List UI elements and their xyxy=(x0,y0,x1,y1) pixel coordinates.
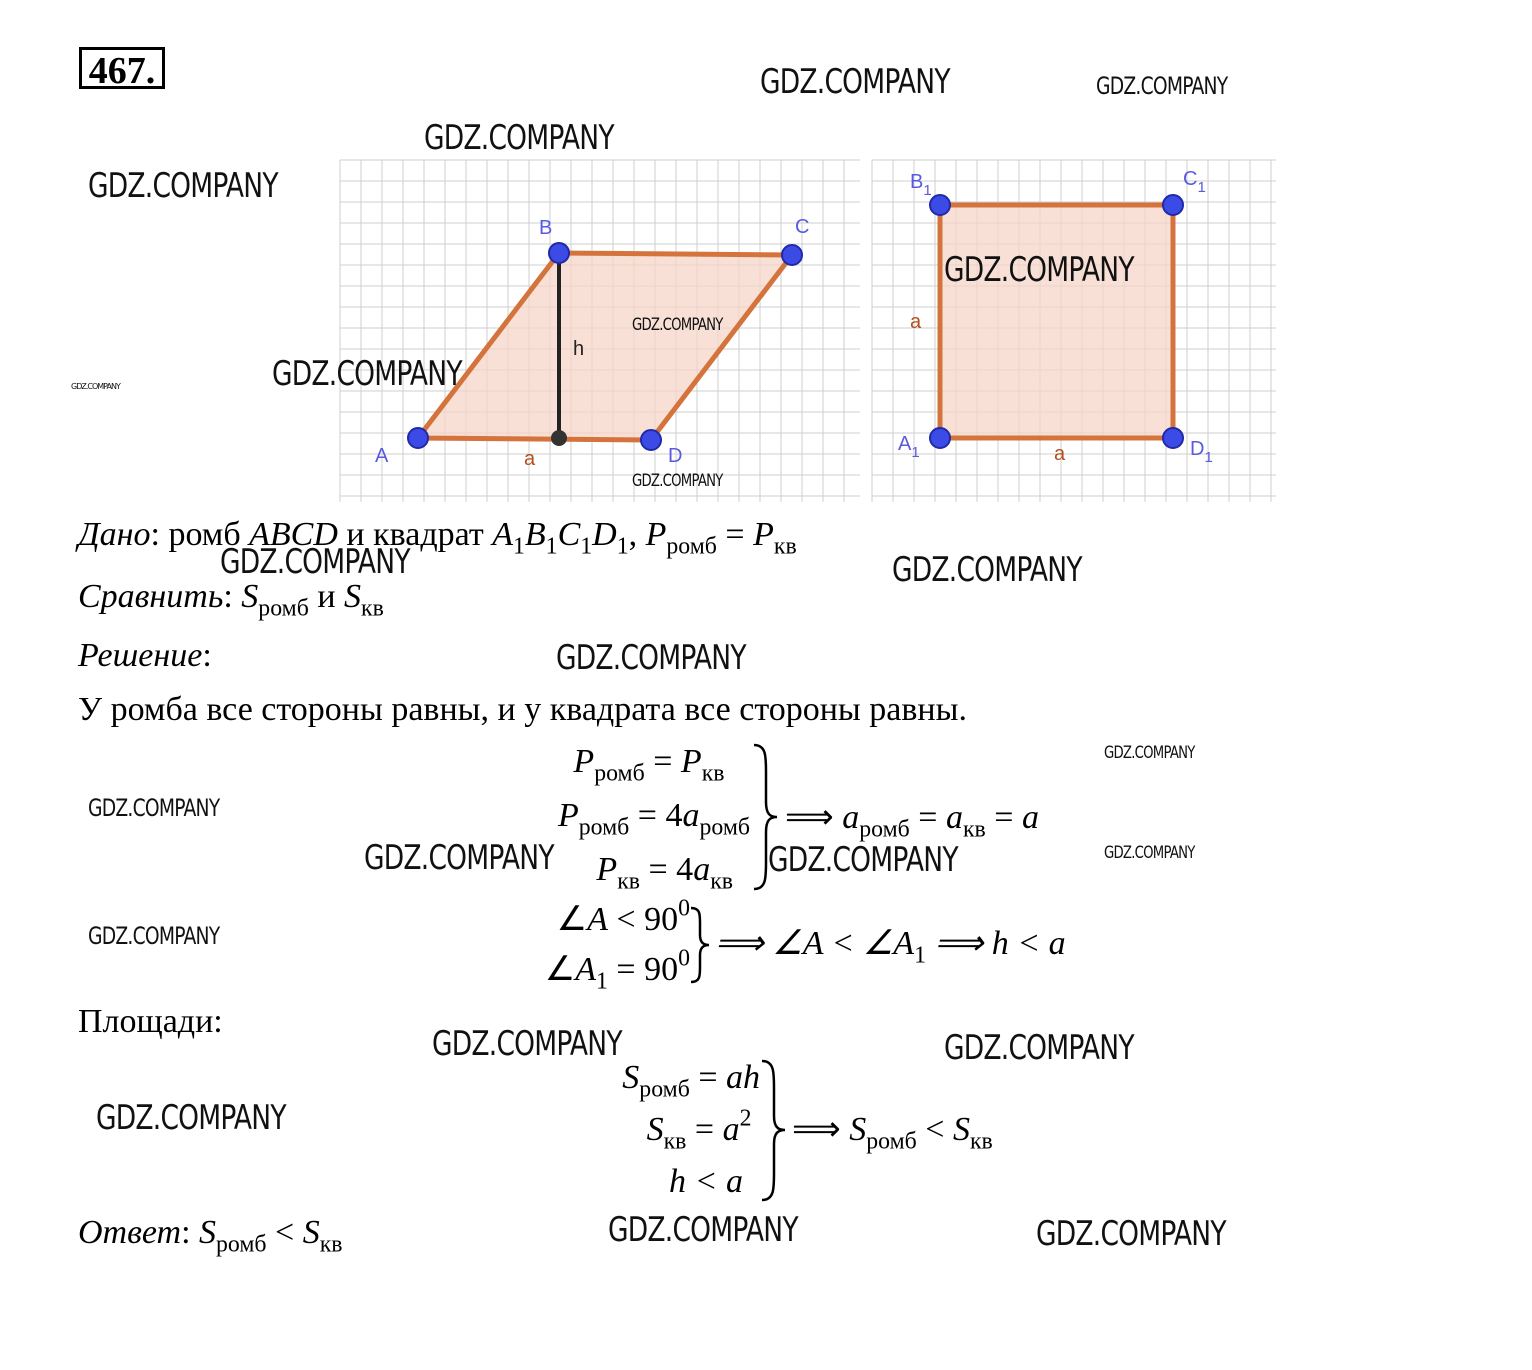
square-a1b1c1d1 xyxy=(940,205,1173,438)
watermark: GDZ.COMPANY xyxy=(88,922,220,950)
label-c: C xyxy=(795,216,810,238)
watermark: GDZ.COMPANY xyxy=(1096,72,1228,100)
answer-line: Ответ: $S_{ромб} < S_{кв}$ xyxy=(78,1214,343,1258)
label-c1: $C_1$ xyxy=(1183,168,1206,196)
label-a1: $A_1$ xyxy=(898,433,920,461)
watermark: GDZ.COMPANY xyxy=(432,1024,622,1064)
sys1-line3: $P_{кв} = 4a_{кв}$ xyxy=(596,851,733,895)
point-d xyxy=(641,430,661,450)
watermark: GDZ.COMPANY xyxy=(272,354,462,394)
label-side-a: a xyxy=(524,448,536,470)
given-line: Дано: ромб ABCD и квадрат $A_1B_1C_1D_1$, $P_{ромб} = P_{кв}$ xyxy=(78,516,797,560)
sys3-line1: $S_{ромб}$ = ah xyxy=(622,1059,760,1103)
label-b1: $B_1$ xyxy=(910,171,932,199)
sys2-line2: $\angle A_1 = 90^0$ xyxy=(544,945,690,995)
watermark: GDZ.COMPANY xyxy=(88,166,278,206)
compare-label: Сравнить xyxy=(78,578,224,615)
point-a1 xyxy=(930,428,950,448)
sys3-line2: $S_{кв} = a^2$ xyxy=(646,1105,752,1155)
brace-3 xyxy=(758,1058,788,1203)
label-a: A xyxy=(375,445,389,467)
sys3-line3: h < a xyxy=(669,1163,743,1200)
point-c xyxy=(782,245,802,265)
problem-number: 467. xyxy=(79,47,165,89)
watermark: GDZ.COMPANY xyxy=(1036,1214,1226,1254)
label-h: h xyxy=(573,338,585,360)
watermark: GDZ.COMPANY xyxy=(220,542,410,582)
point-d1 xyxy=(1163,428,1183,448)
watermark: GDZ.COMPANY xyxy=(760,62,950,102)
label-d: D xyxy=(668,445,683,467)
sys1-result: ⟹ $a_{ромб} = a_{кв} = a$ xyxy=(785,799,1039,843)
point-b1 xyxy=(930,195,950,215)
watermark: GDZ.COMPANY xyxy=(1104,843,1195,863)
watermark: GDZ.COMPANY xyxy=(96,1098,286,1138)
watermark: GDZ.COMPANY xyxy=(892,550,1082,590)
watermark: GDZ.COMPANY xyxy=(71,382,120,391)
watermark: GDZ.COMPANY xyxy=(632,315,723,335)
point-c1 xyxy=(1163,195,1183,215)
watermark: GDZ.COMPANY xyxy=(944,1028,1134,1068)
areas-label: Площади: xyxy=(78,1003,223,1040)
watermark: GDZ.COMPANY xyxy=(1104,743,1195,763)
sys2-result: ⟹ ∠A < $\angle A_1$ ⟹ h < a xyxy=(715,925,1066,969)
watermark: GDZ.COMPANY xyxy=(608,1210,798,1250)
watermark: GDZ.COMPANY xyxy=(88,794,220,822)
sys1-line2: $P_{ромб} = 4a_{ромб}$ xyxy=(558,797,750,841)
label-d1: $D_1$ xyxy=(1190,438,1213,466)
watermark: GDZ.COMPANY xyxy=(768,840,958,880)
system-area xyxy=(520,1052,760,1208)
sys3-result: ⟹ $S_{ромб} < S_{кв}$ xyxy=(792,1111,993,1155)
statement-text: У ромба все стороны равны, и у квадрата все стороны равны. xyxy=(78,691,967,728)
solution-label: Решение: xyxy=(78,637,212,674)
watermark: GDZ.COMPANY xyxy=(556,638,746,678)
given-label: Дано xyxy=(78,516,151,553)
watermark: GDZ.COMPANY xyxy=(364,838,554,878)
label-square-side-left: a xyxy=(910,311,922,333)
label-square-side-bottom: a xyxy=(1054,443,1066,465)
watermark: GDZ.COMPANY xyxy=(424,118,614,158)
answer-label: Ответ xyxy=(78,1214,182,1251)
watermark: GDZ.COMPANY xyxy=(632,471,723,491)
point-a xyxy=(408,428,428,448)
sys1-line1: $P_{ромб} = P_{кв}$ xyxy=(573,743,725,787)
height-foot-point xyxy=(551,430,567,446)
label-b: B xyxy=(539,217,553,239)
sys2-line1: ∠A < $90^0$ xyxy=(556,895,690,938)
compare-line: Сравнить: $S_{ромб}$ и $S_{кв}$ xyxy=(78,578,384,622)
point-b xyxy=(549,243,569,263)
system-angle xyxy=(480,895,690,995)
watermark: GDZ.COMPANY xyxy=(944,250,1134,290)
brace-2 xyxy=(688,905,714,985)
